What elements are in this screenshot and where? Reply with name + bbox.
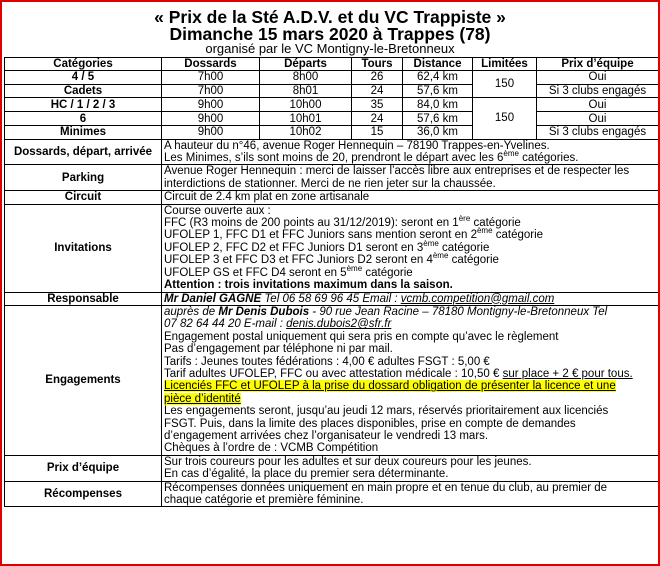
text-line: Tarif adultes UFOLEP, FFC ou avec attestation médicale : 10,50 € sur place + 2 € pour tous. — [164, 367, 633, 380]
section-recompenses — [5, 481, 659, 507]
schedule-row — [5, 112, 659, 126]
section-content — [162, 455, 659, 481]
section-content — [162, 292, 659, 305]
invitation-item: UFOLEP 2, FFC D2 et FFC Juniors D1 seront en 3ème catégorie — [164, 239, 490, 254]
schedule-row — [5, 84, 659, 97]
text-line: Pas d’engagement par téléphone ni par mail. — [164, 343, 393, 356]
contact-line: Mr Daniel GAGNE Tel 06 58 69 96 45 Email : vcmb.competition@gmail.com — [164, 292, 555, 305]
section-label: Parking — [5, 165, 162, 191]
text-line: Circuit de 2.4 km plat en zone artisanale — [164, 191, 370, 204]
row-prix: Si 3 clubs engagés — [537, 126, 659, 139]
row-dossards: 9h00 — [162, 98, 260, 112]
race-info-table — [4, 57, 659, 507]
section-label: Prix d’équipe — [5, 455, 162, 481]
text-line: En cas d’égalité, la place du premier sera déterminante. — [164, 468, 449, 481]
row-prix: Oui — [537, 71, 659, 84]
section-responsable — [5, 292, 659, 305]
header-dossards: Dossards — [162, 58, 260, 71]
invitation-item: UFOLEP 3 et FFC D3 et FFC Juniors D2 seront en 4ème catégorie — [164, 251, 499, 267]
text-line: Tarifs : Jeunes toutes fédérations : 4,00 € adultes FSGT : 5,00 € — [164, 355, 490, 368]
section-label: Circuit — [5, 191, 162, 204]
header-categories: Catégories — [5, 58, 162, 71]
row-dossards: 9h00 — [162, 112, 260, 126]
section-circuit — [5, 191, 659, 204]
row-category: 6 — [5, 112, 162, 126]
row-tours: 35 — [352, 98, 403, 112]
schedule-row — [5, 71, 659, 84]
text-line: Avenue Roger Hennequin : merci de laisser l’accès libre aux entreprises et de respecter les — [164, 165, 630, 178]
row-tours: 24 — [352, 112, 403, 126]
schedule-header-row — [5, 58, 659, 71]
row-distance: 36,0 km — [403, 126, 473, 139]
section-content — [162, 481, 659, 507]
header-departs: Départs — [260, 58, 352, 71]
row-prix: Oui — [537, 112, 659, 126]
row-limit: 150 — [473, 71, 537, 98]
section-dossards — [5, 139, 659, 165]
row-limit: 150 — [473, 98, 537, 139]
row-dossards: 7h00 — [162, 71, 260, 84]
row-dossards: 7h00 — [162, 84, 260, 97]
row-tours: 26 — [352, 71, 403, 84]
section-label: Responsable — [5, 292, 162, 305]
text-line: Engagement postal uniquement qui sera pris en compte qu’avec le règlement — [164, 330, 559, 343]
text-line: Récompenses données uniquement en main propre et en tenue du club, au premier de — [164, 481, 608, 494]
contact-name: Mr Denis Dubois — [218, 305, 310, 318]
text-line: Course ouverte aux : — [164, 204, 271, 217]
row-category: Cadets — [5, 84, 162, 97]
row-prix: Si 3 clubs engagés — [537, 84, 659, 97]
invitation-item: UFOLEP GS et FFC D4 seront en 5ème catégorie — [164, 263, 413, 279]
text-line: FSGT. Puis, dans la limite des places disponibles, prise en compte de demandes — [164, 417, 576, 430]
invitation-item: UFOLEP 1, FFC D1 et FFC Juniors sans mention seront en 2ème catégorie — [164, 226, 544, 242]
row-departs: 8h00 — [260, 71, 352, 84]
page-subtitle-date: Dimanche 15 mars 2020 à Trappes (78) — [169, 24, 491, 44]
header-distance: Distance — [403, 58, 473, 71]
row-distance: 84,0 km — [403, 98, 473, 112]
row-distance: 57,6 km — [403, 84, 473, 97]
text-line: Chèques à l’ordre de : VCMB Compétition — [164, 442, 379, 455]
row-departs: 8h01 — [260, 84, 352, 97]
section-label: Invitations — [5, 204, 162, 292]
section-label: Récompenses — [5, 481, 162, 507]
text-line: interdictions de stationner. Merci de ne rien jeter sur la chaussée. — [164, 177, 496, 190]
page-title: « Prix de la Sté A.D.V. et du VC Trappiste » — [154, 7, 506, 27]
row-distance: 62,4 km — [403, 71, 473, 84]
text-line: Les engagements seront, jusqu’au jeudi 12 mars, réservés prioritairement aux licenciés — [164, 405, 609, 418]
section-content — [162, 139, 659, 165]
header-tours: Tours — [352, 58, 403, 71]
contact-line: 07 82 64 44 20 E-mail : denis.dubois2@sfr.fr — [164, 318, 392, 331]
organizer-line: organisé par le VC Montigny-le-Bretonneux — [205, 41, 455, 56]
section-content — [162, 305, 659, 455]
row-departs: 10h00 — [260, 98, 352, 112]
text-line: Sur trois coureurs pour les adultes et sur deux coureurs pour les jeunes. — [164, 455, 532, 468]
text-line: A hauteur du n°46, avenue Roger Hennequin – 78190 Trappes-en-Yvelines. — [164, 139, 550, 152]
text-line: d’engagement arrivées chez l’organisateur le vendredi 13 mars. — [164, 429, 489, 442]
section-prix-equipe — [5, 455, 659, 481]
text-line: Les Minimes, s’ils sont moins de 20, prendront le départ avec les 6ème catégories. — [164, 149, 579, 165]
schedule-row — [5, 98, 659, 112]
section-engagements — [5, 305, 659, 455]
header-limitees: Limitées — [473, 58, 537, 71]
row-tours: 24 — [352, 84, 403, 97]
attention-note: Attention : trois invitations maximum dans la saison. — [164, 279, 453, 292]
section-content — [162, 165, 659, 191]
row-category: HC / 1 / 2 / 3 — [5, 98, 162, 112]
row-dossards: 9h00 — [162, 126, 260, 139]
row-category: 4 / 5 — [5, 71, 162, 84]
row-departs: 10h01 — [260, 112, 352, 126]
row-tours: 15 — [352, 126, 403, 139]
section-content — [162, 204, 659, 292]
row-distance: 57,6 km — [403, 112, 473, 126]
text-line: chaque catégorie et première féminine. — [164, 494, 364, 506]
header-prix-equipe: Prix d’équipe — [537, 58, 659, 71]
section-label: Dossards, départ, arrivée — [5, 139, 162, 165]
highlight-line: Licenciés FFC et UFOLEP à la prise du dossard obligation de présenter la licence et une — [164, 380, 616, 393]
highlight-line: pièce d’identité — [164, 392, 241, 405]
section-invitations — [5, 204, 659, 292]
row-prix: Oui — [537, 98, 659, 112]
section-parking — [5, 165, 659, 191]
section-content — [162, 191, 659, 204]
row-category: Minimes — [5, 126, 162, 139]
section-label: Engagements — [5, 305, 162, 455]
responsable-name: Mr Daniel GAGNE — [164, 292, 262, 305]
schedule-row — [5, 126, 659, 139]
email-link[interactable]: denis.dubois2@sfr.fr — [286, 318, 392, 331]
contact-line: auprès de Mr Denis Dubois - 90 rue Jean Racine – 78180 Montigny-le-Bretonneux Tel — [164, 305, 608, 318]
row-departs: 10h02 — [260, 126, 352, 139]
invitation-item: FFC (R3 moins de 200 points au 31/12/2019): seront en 1ère catégorie — [164, 214, 521, 230]
email-link[interactable]: vcmb.competition@gmail.com — [400, 292, 555, 305]
